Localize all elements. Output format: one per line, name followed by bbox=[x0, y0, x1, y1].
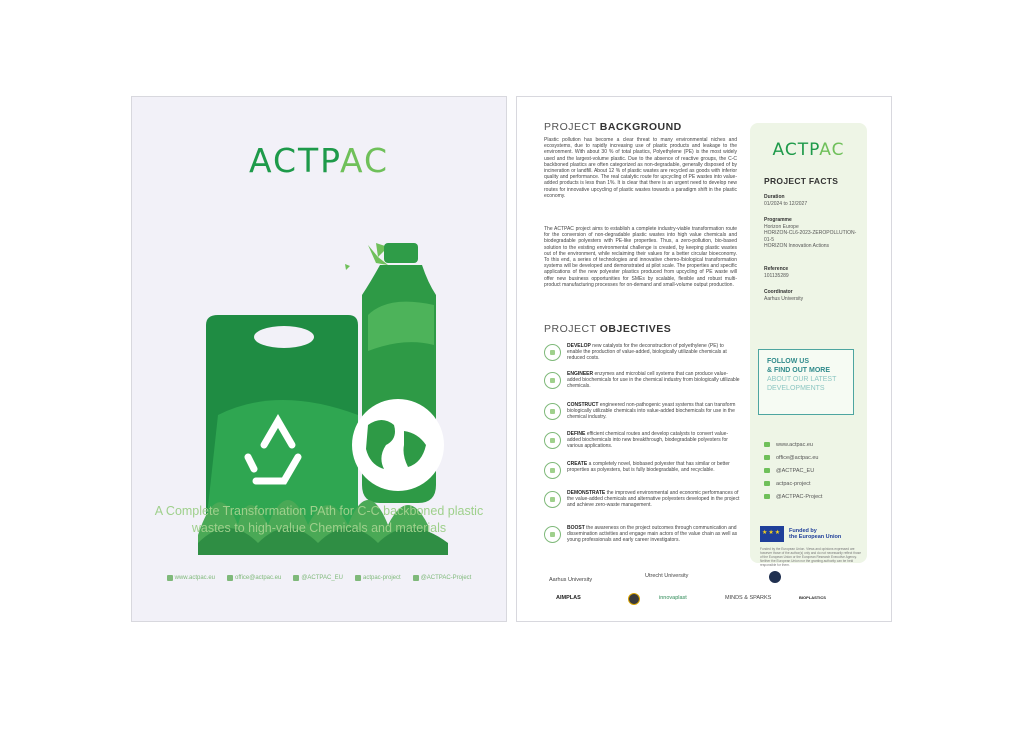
eu-flag-icon bbox=[760, 526, 784, 542]
partner-logo-aimplas: AIMPLAS bbox=[556, 595, 581, 601]
project-facts-title: PROJECT FACTS bbox=[764, 176, 839, 186]
route-icon bbox=[544, 432, 561, 449]
network-icon bbox=[544, 462, 561, 479]
partner-logo-aarhus: Aarhus University bbox=[549, 577, 593, 583]
monitor-icon bbox=[764, 442, 770, 447]
objectives-heading: PROJECT OBJECTIVES bbox=[544, 323, 672, 335]
fact-programme: Programme Horizon Europe HORIZON-CL6-2023-ZEROPOLLUTION-01-5 HORIZON Innovation Actions bbox=[764, 217, 857, 249]
objective-item: BOOST the awareness on the project outcomes through communication and dissemination activities and engage main actors of the value chain as well as young professionals and early career investigators. bbox=[544, 525, 740, 544]
mail-icon bbox=[764, 455, 770, 460]
molecule-icon bbox=[544, 372, 561, 389]
objective-item: CREATE a completely novel, biobased polyester that has similar or better properties as polyesters, but is fully biodegradable, and recyclable. bbox=[544, 461, 740, 479]
link-x[interactable]: @ACTPAC_EU bbox=[764, 464, 822, 477]
linkedin-icon bbox=[764, 481, 770, 486]
x-icon bbox=[764, 468, 770, 473]
link-email[interactable]: office@actpac.eu bbox=[764, 451, 822, 464]
background-paragraph-1: Plastic pollution has become a clear threat to many environmental niches and ecosystems, due to rapidly increasing use of plastic products and leakage to the environment. With about 30 % of total plastics, Polyethylene (PE) is the most widely used and the largest-volume plastic. Due to the absence of reactive groups, the C-C backboned plastics are often categorized as non-degradable, generally disposed of by incineration or landfill. About 12 % of plastic wastes are recycled as goods with inferior quality and performance. The real catalytic route for upcycling of PE wastes into value-added products is less than 1%. It is clear that there is an urgent need to develop new routes for innovative upcycling of plastic wastes towards a paradigm shift in the plastic economy. bbox=[544, 137, 737, 199]
project-facts-sidebar bbox=[750, 123, 867, 567]
fact-reference: Reference 101135289 bbox=[764, 266, 789, 279]
link-youtube[interactable]: @ACTPAC-Project bbox=[764, 490, 822, 503]
objective-item: DEMONSTRATE the improved environmental and economic performances of the value-added chemicals and alternative polyesters developed in the project and achieve zero-waste management. bbox=[544, 490, 740, 509]
people-icon bbox=[544, 526, 561, 543]
partner-logos bbox=[529, 567, 879, 613]
bottle-cap bbox=[384, 243, 418, 263]
link-website[interactable]: www.actpac.eu bbox=[764, 438, 822, 451]
cover-contact-footer bbox=[132, 575, 506, 581]
partner-logo-round-icon bbox=[769, 571, 781, 583]
background-paragraph-2: The ACTPAC project aims to establish a complete industry-viable transformation route for the conversion of non-degradable plastic wastes into high value chemicals and biodegradable polyesters with PE-like properties. Thus, a zero-pollution, bio-based solution to the existing environmental challenge is created, by keeping plastic wastes out of the environment, while reclaiming their values for a better circular bioeconomy. To this end, a series of technologies and innovative chemo-/biological transformation systems will be developed and demonstrated at pilot scale. The properties and specific applications of the new polyester plastics produced from upcycling of PE waste will offer new business opportunities for SMEs by scalable, flexible and robust multi-product manufacturing processes for on-demand and small-volume output production. bbox=[544, 226, 737, 288]
contact-links bbox=[764, 438, 822, 503]
partner-logo-crest-icon bbox=[628, 593, 640, 605]
eu-disclaimer: Funded by the European Union. Views and opinions expressed are however those of the author(s) only and do not necessarily reflect those of the European Union or the European Research Executive Agency. Neither the European Union nor the granting authority can be held responsible for them. bbox=[760, 547, 861, 567]
butterfly-icon bbox=[342, 264, 350, 270]
footer-item-youtube[interactable]: @ACTPAC-Project bbox=[413, 575, 472, 581]
partner-logo-minds-sparks: MINDS & SPARKS bbox=[725, 595, 772, 601]
globe-icon bbox=[352, 399, 444, 491]
footer-item-email[interactable]: office@actpac.eu bbox=[227, 575, 281, 581]
x-icon bbox=[293, 575, 299, 581]
eu-funding-badge: ★★★ Funded by the European Union bbox=[760, 526, 841, 542]
footer-item-website[interactable]: www.actpac.eu bbox=[167, 575, 215, 581]
footer-item-x[interactable]: @ACTPAC_EU bbox=[293, 575, 343, 581]
objective-item: ENGINEER enzymes and microbial cell systems that can produce value-added biochemicals for use in the chemical industry from biologically utilizable chemicals. bbox=[544, 371, 740, 390]
globe-icon bbox=[167, 575, 173, 581]
footer-item-linkedin[interactable]: actpac-project bbox=[355, 575, 401, 581]
fact-duration: Duration 01/2024 to 12/2027 bbox=[764, 194, 808, 207]
linkedin-icon bbox=[355, 575, 361, 581]
brochure-cover-page bbox=[131, 96, 507, 622]
cells-icon bbox=[544, 403, 561, 420]
background-heading: PROJECT BACKGROUND bbox=[544, 121, 682, 133]
chart-icon bbox=[544, 491, 561, 508]
bag-handle-hole bbox=[254, 326, 314, 348]
cover-tagline: A Complete Transformation PAth for C-C backboned plastic wastes to high-value Chemicals and materials bbox=[154, 504, 484, 535]
sidebar-logo: ACTPAC bbox=[772, 140, 845, 160]
link-linkedin[interactable]: actpac-project bbox=[764, 477, 822, 490]
follow-us-box: FOLLOW US & FIND OUT MORE ABOUT OUR LATEST DEVELOPMENTS bbox=[758, 349, 854, 415]
partner-logo-utrecht: Utrecht University bbox=[645, 573, 689, 579]
partner-logo-innovaplast: innovaplast bbox=[659, 595, 687, 601]
youtube-icon bbox=[764, 494, 770, 499]
objective-item: DEVELOP new catalysts for the deconstruction of polyethylene (PE) to enable the production of value-added, biologically utilizable chemicals at reduced costs. bbox=[544, 343, 740, 362]
cover-logo: ACTPAC bbox=[248, 141, 390, 180]
objective-item: DEFINE efficient chemical routes and develop catalysts to convert value-added biochemicals into new breakthrough, biodegradable polyesters for various applications. bbox=[544, 431, 740, 450]
flask-icon bbox=[544, 344, 561, 361]
youtube-icon bbox=[413, 575, 419, 581]
fact-coordinator: Coordinator Aarhus University bbox=[764, 289, 804, 302]
brochure-back-page bbox=[516, 96, 892, 622]
partner-logo-bioplastics: BIOPLASTICS bbox=[799, 595, 826, 600]
objective-item: CONSTRUCT engineered non-pathogenic yeast systems that can transform biologically utilizable chemicals into value-added biochemicals for use in the chemical industry. bbox=[544, 402, 740, 421]
mail-icon bbox=[227, 575, 233, 581]
